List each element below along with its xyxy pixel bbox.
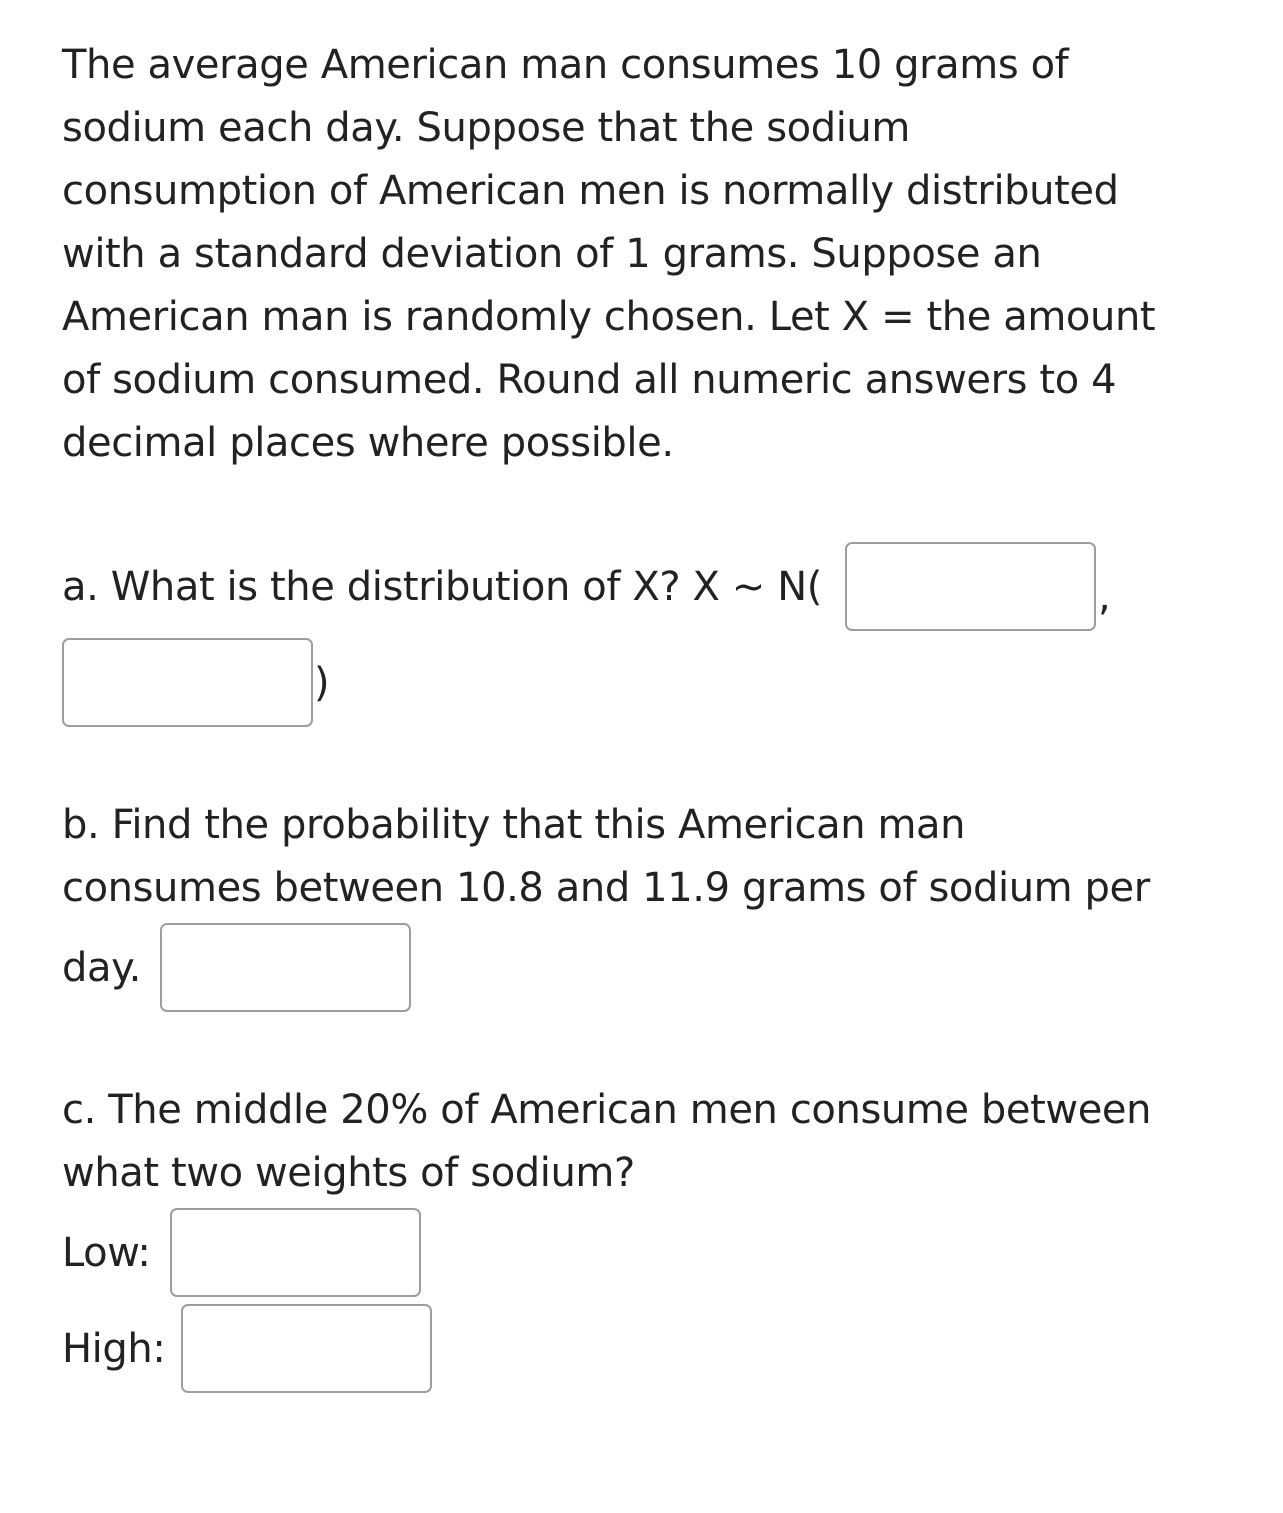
probability-input[interactable] [160,923,411,1012]
intro-line-3: consumption of American men is normally distributed [62,168,1119,214]
intro-line-5: American man is randomly chosen. Let X = the amount [62,294,1156,340]
high-label: High: [62,1326,166,1372]
sd-input[interactable] [62,638,313,727]
intro-line-1: The average American man consumes 10 grams of [62,42,1069,88]
mean-input[interactable] [845,542,1096,631]
part-b-line-2: consumes between 10.8 and 11.9 grams of sodium per [62,865,1150,911]
low-input[interactable] [170,1208,421,1297]
part-c-line-1: c. The middle 20% of American men consume between [62,1087,1152,1133]
intro-line-4: with a standard deviation of 1 grams. Suppose an [62,231,1042,277]
part-b-line-3: day. [62,945,141,991]
low-label: Low: [62,1230,151,1276]
intro-line-7: decimal places where possible. [62,420,674,466]
high-input[interactable] [181,1304,432,1393]
part-a-comma: , [1098,574,1111,620]
part-a-close-paren: ) [314,660,330,706]
problem-intro [62,34,1232,475]
intro-line-6: of sodium consumed. Round all numeric answers to 4 [62,357,1117,403]
part-a-prompt: a. What is the distribution of X? X ~ N( [62,564,822,610]
part-b-line-1: b. Find the probability that this American man [62,802,966,848]
intro-line-2: sodium each day. Suppose that the sodium [62,105,910,151]
part-c-line-2: what two weights of sodium? [62,1150,635,1196]
